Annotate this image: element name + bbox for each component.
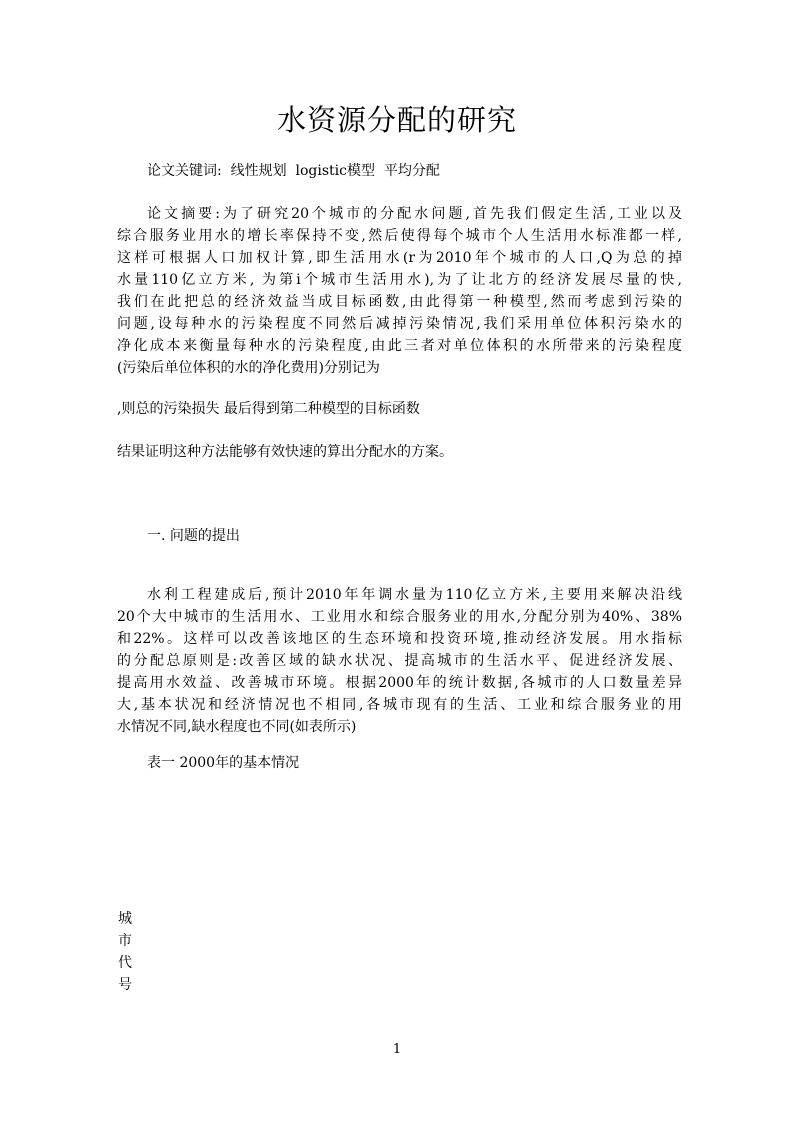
abstract-continuation: ,则总的污染损失 最后得到第二种模型的目标函数	[117, 401, 420, 417]
document-title: 水资源分配的研究	[276, 103, 517, 137]
page-number: 1	[392, 1042, 402, 1057]
abstract-line: 水量110亿立方米, 为第i个城市生活用水),为了让北方的经济发展尽量的快,	[117, 272, 682, 288]
body-line: 提高用水效益、改善城市环境。根据2000年的统计数据,各城市的人口数量差异	[117, 675, 682, 691]
abstract-line: 问题,设每种水的污染程度不同然后减掉污染情况,我们采用单位体积污染水的	[117, 316, 682, 332]
body-line: 20个大中城市的生活用水、工业用水和综合服务业的用水,分配分别为40%、38%	[117, 609, 682, 625]
body-line: 的分配总原则是:改善区域的缺水状况、提高城市的生活水平、促进经济发展、	[117, 653, 682, 669]
table-header-char: 市	[118, 933, 132, 949]
abstract-line: 这样可根据人口加权计算,即生活用水(r为2010年个城市的人口,Q为总的掉	[117, 250, 682, 266]
abstract-line: (污染后单位体积的水的净化费用)分别记为	[117, 360, 380, 376]
table-header-char: 城	[118, 911, 132, 927]
result-line: 结果证明这种方法能够有效快速的算出分配水的方案。	[117, 444, 453, 460]
body-line: 和22%。这样可以改善该地区的生态环境和投资环境,推动经济发展。用水指标	[117, 631, 682, 647]
abstract-line: 综合服务业用水的增长率保持不变,然后使得每个城市个人生活用水标准都一样,	[117, 228, 682, 244]
keywords-line: 论文关键词: 线性规划 logistic模型 平均分配	[147, 163, 440, 179]
abstract-line: 净化成本来衡量每种水的污染程度,由此三者对单位体积的水所带来的污染程度	[117, 338, 682, 354]
table-caption: 表一 2000年的基本情况	[147, 755, 300, 771]
table-header-char: 号	[118, 977, 132, 993]
table-header-char: 代	[118, 955, 132, 971]
abstract-line: 我们在此把总的经济效益当成目标函数,由此得第一种模型,然而考虑到污染的	[117, 294, 682, 310]
body-line: 大,基本状况和经济情况也不相同,各城市现有的生活、工业和综合服务业的用	[117, 697, 682, 713]
abstract-line: 论文摘要:为了研究20个城市的分配水问题,首先我们假定生活,工业以及	[147, 206, 682, 222]
body-line: 水利工程建成后,预计2010年年调水量为110亿立方米,主要用来解决沿线	[147, 587, 682, 603]
section-heading: 一. 问题的提出	[147, 528, 240, 544]
body-line: 水情况不同,缺水程度也不同(如表所示)	[117, 719, 357, 735]
